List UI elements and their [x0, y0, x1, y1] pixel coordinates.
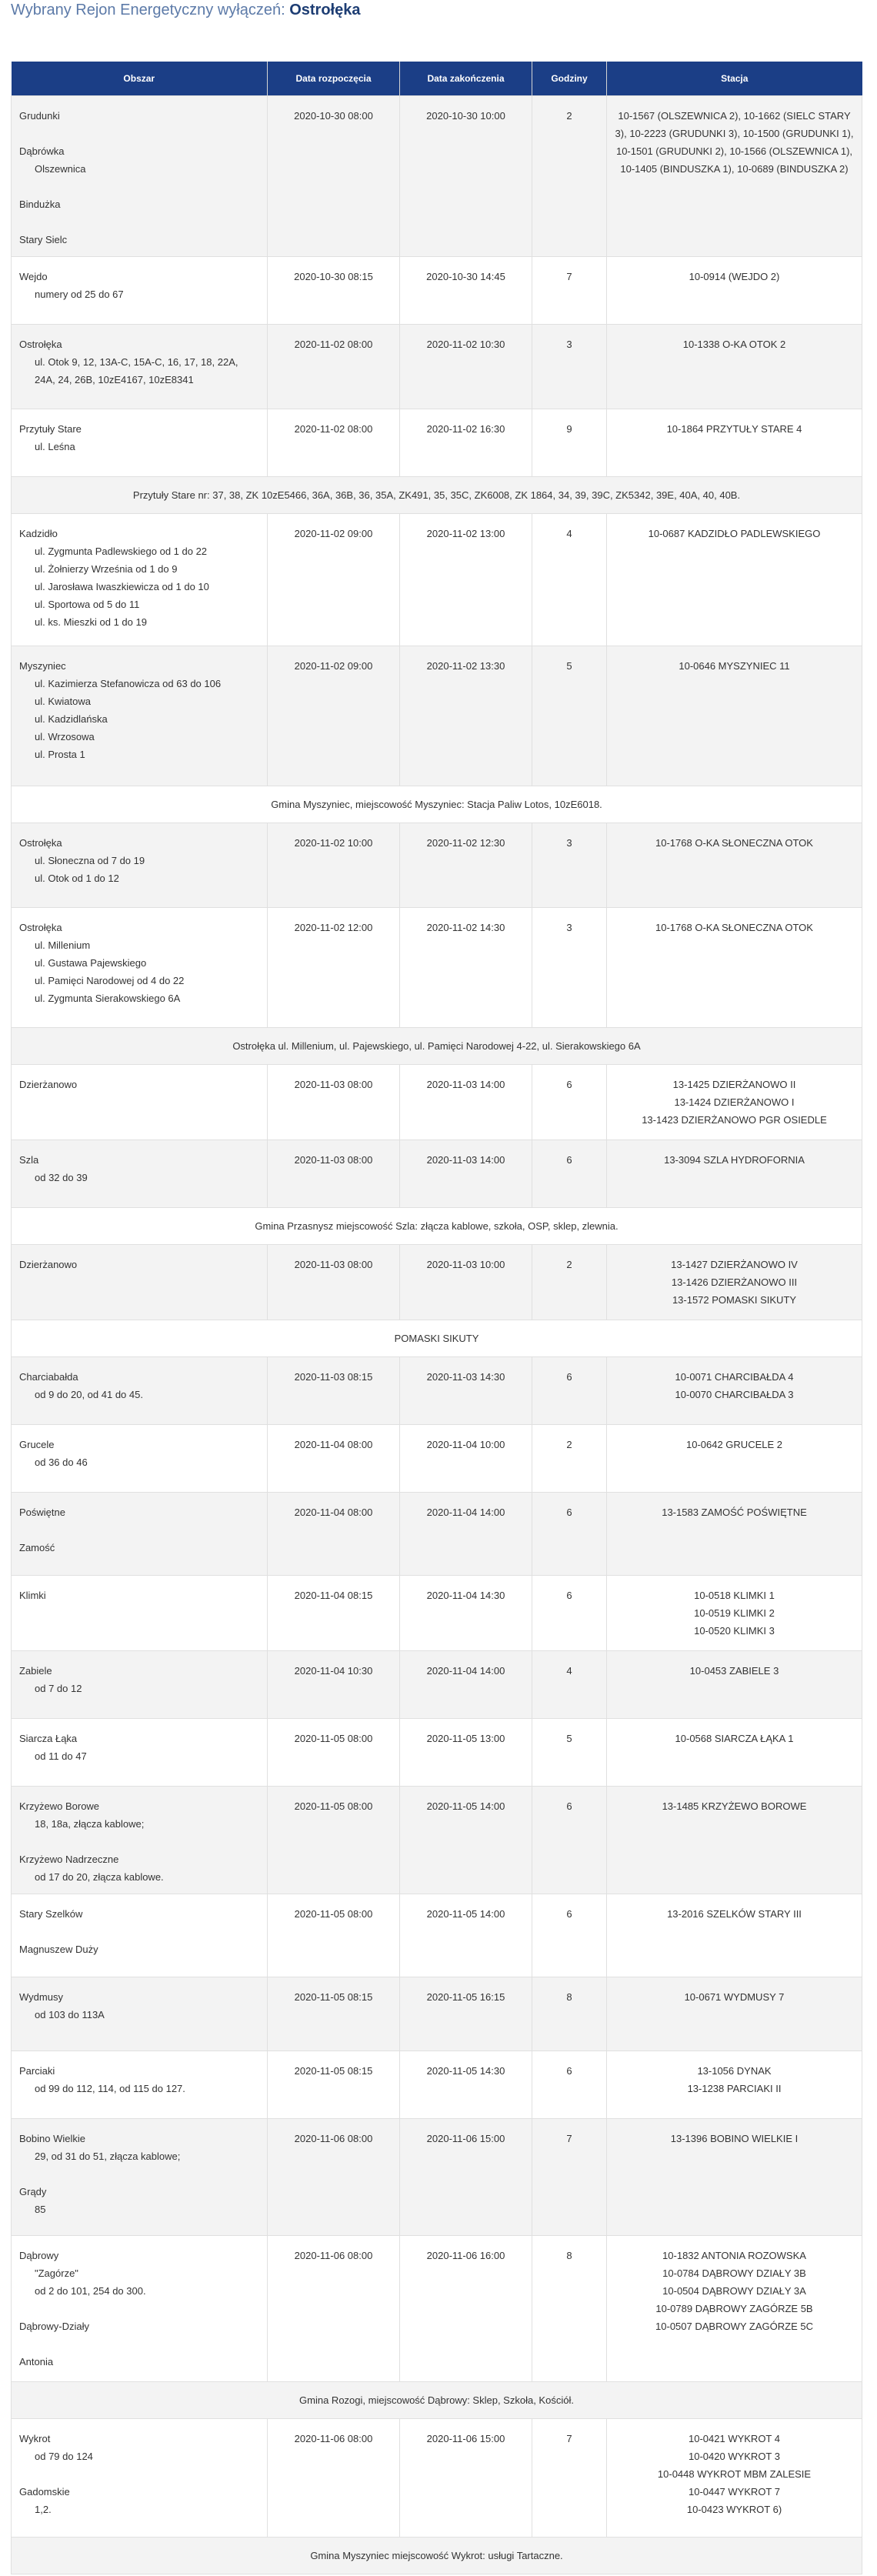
area-locality: Grudunki: [19, 109, 60, 122]
station-entry: 13-1396 BOBINO WIELKIE I: [670, 2132, 799, 2144]
table-row: [12, 256, 862, 324]
area-detail: 18, 18a, złącza kablowe;: [35, 1817, 145, 1830]
hours-cell: 7: [532, 2418, 607, 2537]
start-date-cell: 2020-10-30 08:00: [268, 95, 400, 256]
station-cell: [607, 1244, 862, 1320]
table-note-row: [12, 1207, 862, 1244]
table-row: [12, 1424, 862, 1492]
start-date-cell: 2020-11-04 08:15: [268, 1575, 400, 1650]
station-entry: 10-0507 DĄBROWY ZAGÓRZE 5C: [655, 2320, 813, 2332]
area-locality: Dzierżanowo: [19, 1078, 78, 1090]
station-entry: 10-1832 ANTONIA ROZOWSKA: [662, 2249, 806, 2261]
area-detail: 29, od 31 do 51, złącza kablowe;: [35, 2150, 181, 2162]
end-date-cell: 2020-11-02 13:30: [400, 646, 532, 786]
station-entry: 10-0423 WYKROT 6): [686, 2503, 782, 2515]
area-detail: ul. ks. Mieszki od 1 do 19: [35, 616, 147, 628]
table-row: [12, 2118, 862, 2235]
end-date-cell: 2020-10-30 14:45: [400, 256, 532, 324]
start-date-cell: 2020-11-06 08:00: [268, 2418, 400, 2537]
start-date-cell: 2020-11-04 08:00: [268, 1492, 400, 1575]
end-date-cell: 2020-11-03 14:00: [400, 1140, 532, 1207]
area-spacer: [19, 2465, 259, 2483]
table-note-row: [12, 1320, 862, 1356]
station-cell: [607, 1140, 862, 1207]
hours-cell: 6: [532, 1140, 607, 1207]
station-entry: 10-0646 MYSZYNIEC 11: [679, 659, 790, 672]
area-locality: Ostrołęka: [19, 921, 62, 933]
area-locality: Wykrot: [19, 2432, 51, 2444]
area-detail: ul. Słoneczna od 7 do 19: [35, 854, 145, 866]
hours-cell: 8: [532, 1977, 607, 2050]
station-entry: 10-0519 KLIMKI 2: [694, 1607, 775, 1619]
table-row: [12, 1140, 862, 1207]
table-row: [12, 646, 862, 786]
start-date-cell: 2020-11-04 08:00: [268, 1424, 400, 1492]
table-note-row: [12, 786, 862, 823]
table-row: [12, 409, 862, 476]
table-row: [12, 1244, 862, 1320]
area-cell: [12, 1424, 268, 1492]
station-entry: 10-0420 WYKROT 3: [689, 2450, 780, 2462]
start-date-cell: 2020-11-02 09:00: [268, 646, 400, 786]
end-date-cell: 2020-11-03 10:00: [400, 1244, 532, 1320]
table-row: [12, 1894, 862, 1977]
start-date-cell: 2020-11-05 08:15: [268, 1977, 400, 2050]
note-cell: Gmina Myszyniec miejscowość Wykrot: usługi Tartaczne.: [12, 2537, 862, 2574]
area-cell: [12, 324, 268, 409]
area-locality: Antonia: [19, 2355, 54, 2367]
station-cell: [607, 2050, 862, 2118]
area-detail: ul. Pamięci Narodowej od 4 do 22: [35, 974, 185, 986]
station-entry: 13-1238 PARCIAKI II: [687, 2082, 782, 2094]
hours-cell: 5: [532, 646, 607, 786]
hours-cell: 2: [532, 1424, 607, 1492]
outages-table: [11, 62, 862, 2574]
table-row: [12, 907, 862, 1027]
area-spacer: [19, 1833, 259, 1850]
table-row: [12, 95, 862, 256]
table-row: [12, 513, 862, 646]
hours-cell: 2: [532, 95, 607, 256]
area-detail: od 32 do 39: [35, 1171, 88, 1183]
table-row: [12, 1977, 862, 2050]
start-date-cell: 2020-11-03 08:15: [268, 1356, 400, 1424]
table-row: [12, 1064, 862, 1140]
area-spacer: [19, 178, 259, 195]
end-date-cell: 2020-11-05 13:00: [400, 1718, 532, 1786]
area-locality: Grądy: [19, 2185, 47, 2197]
station-cell: [607, 409, 862, 476]
station-cell: [607, 513, 862, 646]
station-cell: [607, 823, 862, 907]
station-entry: 10-0447 WYKROT 7: [689, 2485, 780, 2498]
area-locality: Dąbrowy: [19, 2249, 59, 2261]
area-spacer: [19, 213, 259, 231]
station-entry: 10-0448 WYKROT MBM ZALESIE: [657, 2468, 812, 2480]
hours-cell: 5: [532, 1718, 607, 1786]
area-locality: Klimki: [19, 1589, 46, 1601]
area-detail: ul. Gustawa Pajewskiego: [35, 956, 147, 969]
area-spacer: [19, 125, 259, 142]
end-date-cell: 2020-11-05 16:15: [400, 1977, 532, 2050]
hours-cell: 6: [532, 1786, 607, 1894]
station-entry: 10-0520 KLIMKI 3: [694, 1624, 775, 1637]
area-detail: ul. Zygmunta Sierakowskiego 6A: [35, 992, 181, 1004]
start-date-cell: 2020-11-02 12:00: [268, 907, 400, 1027]
area-locality: Przytuły Stare: [19, 422, 82, 435]
area-detail: od 9 do 20, od 41 do 45.: [35, 1388, 143, 1400]
station-entry: 13-2016 SZELKÓW STARY III: [667, 1907, 802, 1920]
area-cell: [12, 256, 268, 324]
header-row: [12, 62, 862, 95]
area-cell: [12, 907, 268, 1027]
station-entry: 10-0518 KLIMKI 1: [694, 1589, 775, 1601]
hours-cell: 2: [532, 1244, 607, 1320]
area-locality: Dąbrówka: [19, 145, 65, 157]
area-detail: od 99 do 112, 114, od 115 do 127.: [35, 2082, 185, 2094]
area-spacer: [19, 2165, 259, 2183]
area-locality: Parciaki: [19, 2064, 55, 2077]
table-header: [12, 62, 862, 95]
area-locality: Krzyżewo Borowe: [19, 1800, 100, 1812]
area-detail: ul. Kwiatowa: [35, 695, 91, 707]
area-locality: Stary Sielc: [19, 233, 68, 245]
area-locality: Szla: [19, 1153, 39, 1166]
table-row: [12, 823, 862, 907]
area-cell: [12, 95, 268, 256]
area-locality: Stary Szelków: [19, 1907, 83, 1920]
start-date-cell: 2020-11-06 08:00: [268, 2118, 400, 2235]
station-cell: [607, 1650, 862, 1718]
area-cell: [12, 1492, 268, 1575]
table-row: [12, 324, 862, 409]
area-detail: ul. Zygmunta Padlewskiego od 1 do 22: [35, 545, 208, 557]
end-date-cell: 2020-11-05 14:00: [400, 1786, 532, 1894]
hours-cell: 6: [532, 1575, 607, 1650]
hours-cell: 6: [532, 1492, 607, 1575]
area-cell: [12, 2418, 268, 2537]
area-detail: od 11 do 47: [35, 1750, 87, 1762]
table-row: [12, 1575, 862, 1650]
area-detail: 1,2.: [35, 2503, 52, 2515]
area-detail: ul. Sportowa od 5 do 11: [35, 598, 140, 610]
area-detail: ul. Leśna: [35, 440, 75, 452]
end-date-cell: 2020-11-06 15:00: [400, 2118, 532, 2235]
station-entry: 10-0568 SIARCZA ŁĄKA 1: [675, 1732, 794, 1744]
station-entry: 10-1768 O-KA SŁONECZNA OTOK: [655, 836, 813, 849]
station-entry: 10-0914 (WEJDO 2): [689, 270, 780, 282]
area-detail: "Zagórze": [35, 2267, 78, 2279]
area-detail: ul. Kazimierza Stefanowicza od 63 do 106: [35, 677, 222, 689]
table-row: [12, 2050, 862, 2118]
table-row: [12, 1492, 862, 1575]
station-cell: [607, 2118, 862, 2235]
table-note-row: [12, 2537, 862, 2574]
area-detail: od 36 do 46: [35, 1456, 88, 1468]
area-locality: Wydmusy: [19, 1990, 63, 2003]
station-entry: 10-0671 WYDMUSY 7: [684, 1990, 785, 2003]
area-detail: od 17 do 20, złącza kablowe.: [35, 1870, 164, 1883]
column-header-end-date[interactable]: Data zakończenia: [400, 62, 532, 95]
station-entry: 13-1485 KRZYŻEWO BOROWE: [662, 1800, 807, 1812]
area-locality: Poświętne: [19, 1506, 65, 1518]
table-note-row: [12, 476, 862, 513]
start-date-cell: 2020-11-03 08:00: [268, 1244, 400, 1320]
station-cell: [607, 1492, 862, 1575]
column-header-area[interactable]: Obszar: [12, 62, 268, 95]
end-date-cell: 2020-11-02 13:00: [400, 513, 532, 646]
end-date-cell: 2020-10-30 10:00: [400, 95, 532, 256]
note-cell: Gmina Przasnysz miejscowość Szla: złącza kablowe, szkoła, OSP, sklep, zlewnia.: [12, 1207, 862, 1244]
table-row: [12, 1650, 862, 1718]
station-entry: 10-0784 DĄBROWY DZIAŁY 3B: [662, 2267, 806, 2279]
end-date-cell: 2020-11-06 16:00: [400, 2235, 532, 2381]
area-cell: [12, 409, 268, 476]
hours-cell: 3: [532, 823, 607, 907]
area-locality: Dąbrowy-Działy: [19, 2320, 90, 2332]
area-cell: [12, 2118, 268, 2235]
end-date-cell: 2020-11-02 10:30: [400, 324, 532, 409]
area-detail: od 103 do 113A: [35, 2008, 105, 2020]
end-date-cell: 2020-11-02 14:30: [400, 907, 532, 1027]
start-date-cell: 2020-11-04 10:30: [268, 1650, 400, 1718]
station-cell: [607, 1575, 862, 1650]
station-cell: [607, 1718, 862, 1786]
table-row: [12, 1356, 862, 1424]
end-date-cell: 2020-11-03 14:30: [400, 1356, 532, 1424]
station-entry: 10-0071 CHARCIBAŁDA 4: [675, 1370, 794, 1383]
station-cell: [607, 256, 862, 324]
area-cell: [12, 1575, 268, 1650]
station-entry: 10-0453 ZABIELE 3: [689, 1664, 779, 1677]
station-entry: 13-1427 DZIERŻANOWO IV: [671, 1258, 798, 1270]
start-date-cell: 2020-10-30 08:15: [268, 256, 400, 324]
start-date-cell: 2020-11-02 08:00: [268, 409, 400, 476]
hours-cell: 7: [532, 2118, 607, 2235]
station-entry: 10-0504 DĄBROWY DZIAŁY 3A: [662, 2284, 806, 2297]
hours-cell: 9: [532, 409, 607, 476]
hours-cell: 6: [532, 1064, 607, 1140]
station-entry: 10-0421 WYKROT 4: [689, 2432, 780, 2444]
area-cell: [12, 1650, 268, 1718]
station-entry: 13-1423 DZIERŻANOWO PGR OSIEDLE: [642, 1113, 827, 1126]
station-entry: 10-0789 DĄBROWY ZAGÓRZE 5B: [655, 2302, 813, 2314]
start-date-cell: 2020-11-03 08:00: [268, 1140, 400, 1207]
area-locality: Zabiele: [19, 1664, 52, 1677]
hours-cell: 7: [532, 256, 607, 324]
end-date-cell: 2020-11-02 12:30: [400, 823, 532, 907]
hours-cell: 8: [532, 2235, 607, 2381]
hours-cell: 6: [532, 1356, 607, 1424]
note-cell: Gmina Rozogi, miejscowość Dąbrowy: Sklep, Szkoła, Kościół.: [12, 2381, 862, 2418]
area-cell: [12, 2050, 268, 2118]
station-cell: [607, 2418, 862, 2537]
area-locality: Magnuszew Duży: [19, 1943, 98, 1955]
station-entry: 13-1424 DZIERŻANOWO I: [674, 1096, 795, 1108]
area-cell: [12, 2235, 268, 2381]
station-cell: [607, 1356, 862, 1424]
area-cell: [12, 1244, 268, 1320]
station-entry: 10-1338 O-KA OTOK 2: [682, 338, 786, 350]
start-date-cell: 2020-11-03 08:00: [268, 1064, 400, 1140]
station-cell: [607, 1977, 862, 2050]
end-date-cell: 2020-11-05 14:30: [400, 2050, 532, 2118]
area-cell: [12, 1140, 268, 1207]
table-row: [12, 1718, 862, 1786]
area-detail: ul. Żołnierzy Września od 1 do 9: [35, 562, 178, 575]
column-header-hours[interactable]: Godziny: [532, 62, 607, 95]
area-detail: ul. Prosta 1: [35, 748, 85, 760]
area-locality: Ostrołęka: [19, 836, 62, 849]
table-row: [12, 2418, 862, 2537]
station-entry: 13-1425 DZIERŻANOWO II: [672, 1078, 796, 1090]
area-locality: Ostrołęka: [19, 338, 62, 350]
area-detail: ul. Wrzosowa: [35, 730, 95, 742]
end-date-cell: 2020-11-04 14:00: [400, 1492, 532, 1575]
start-date-cell: 2020-11-02 09:00: [268, 513, 400, 646]
station-entry: 10-1768 O-KA SŁONECZNA OTOK: [655, 921, 813, 933]
area-locality: Dzierżanowo: [19, 1258, 78, 1270]
station-cell: [607, 907, 862, 1027]
page-title-prefix: Wybrany Rejon Energetyczny wyłączeń:: [11, 2, 285, 18]
area-cell: [12, 1894, 268, 1977]
area-detail: ul. Otok od 1 do 12: [35, 872, 119, 884]
table-row: [12, 2235, 862, 2381]
start-date-cell: 2020-11-05 08:15: [268, 2050, 400, 2118]
hours-cell: 6: [532, 2050, 607, 2118]
area-cell: [12, 1356, 268, 1424]
area-detail: Olszewnica: [35, 162, 86, 175]
area-detail: ul. Jarosława Iwaszkiewicza od 1 do 10: [35, 580, 209, 592]
area-locality: Gadomskie: [19, 2485, 70, 2498]
area-locality: Myszyniec: [19, 659, 66, 672]
hours-cell: 4: [532, 1650, 607, 1718]
start-date-cell: 2020-11-05 08:00: [268, 1718, 400, 1786]
station-cell: [607, 2235, 862, 2381]
station-entry: 13-1426 DZIERŻANOWO III: [671, 1276, 798, 1288]
table-note-row: [12, 2381, 862, 2418]
area-cell: [12, 823, 268, 907]
area-cell: [12, 1786, 268, 1894]
area-spacer: [19, 1923, 259, 1940]
station-entry: 13-1572 POMASKI SIKUTY: [672, 1293, 797, 1306]
area-detail: 85: [35, 2203, 46, 2215]
area-detail: od 79 do 124: [35, 2450, 93, 2462]
start-date-cell: 2020-11-02 08:00: [268, 324, 400, 409]
end-date-cell: 2020-11-06 15:00: [400, 2418, 532, 2537]
station-cell: [607, 1064, 862, 1140]
station-cell: [607, 646, 862, 786]
station-entry: 10-1864 PRZYTUŁY STARE 4: [666, 422, 802, 435]
station-entry: 10-0070 CHARCIBAŁDA 3: [675, 1388, 794, 1400]
station-cell: [607, 1786, 862, 1894]
end-date-cell: 2020-11-04 10:00: [400, 1424, 532, 1492]
area-locality: Zamość: [19, 1541, 55, 1553]
note-cell: Przytuły Stare nr: 37, 38, ZK 10zE5466, 36A, 36B, 36, 35A, ZK491, 35, 35C, ZK6008, ZK 1864, 34, 39, 39C, ZK5342, 39E, 40A, 40, 40B.: [12, 476, 862, 513]
start-date-cell: 2020-11-02 10:00: [268, 823, 400, 907]
station-cell: [607, 1894, 862, 1977]
start-date-cell: 2020-11-05 08:00: [268, 1786, 400, 1894]
end-date-cell: 2020-11-03 14:00: [400, 1064, 532, 1140]
area-detail: od 7 do 12: [35, 1682, 82, 1694]
area-detail: numery od 25 do 67: [35, 288, 124, 300]
page-title: [11, 0, 866, 31]
end-date-cell: 2020-11-05 14:00: [400, 1894, 532, 1977]
area-locality: Krzyżewo Nadrzeczne: [19, 1853, 119, 1865]
area-locality: Kadzidło: [19, 527, 58, 539]
region-name: Ostrołęka: [289, 2, 361, 18]
area-locality: Charciabałda: [19, 1370, 78, 1383]
area-detail: ul. Otok 9, 12, 13A-C, 15A-C, 16, 17, 18, 22A, 24A, 24, 26B, 10zE4167, 10zE8341: [35, 355, 238, 385]
station-entry: 10-1567 (OLSZEWNICA 2), 10-1662 (SIELC STARY 3), 10-2223 (GRUDUNKI 3), 10-1500 (GRUDUNKI 1), 10-1501 (GRUDUNKI 2), 10-1566 (OLSZEWNICA 1), 10-1405 (BINDUSZKA 1), 10-0689 (BINDUSZKA 2): [615, 109, 854, 175]
area-spacer: [19, 2335, 259, 2353]
area-cell: [12, 1977, 268, 2050]
table-row: [12, 1786, 862, 1894]
column-header-start-date[interactable]: Data rozpoczęcia: [268, 62, 400, 95]
hours-cell: 3: [532, 324, 607, 409]
station-entry: 10-0687 KADZIDŁO PADLEWSKIEGO: [648, 527, 821, 539]
hours-cell: 3: [532, 907, 607, 1027]
area-detail: od 2 do 101, 254 do 300.: [35, 2284, 146, 2297]
station-entry: 13-1583 ZAMOŚĆ POŚWIĘTNE: [662, 1506, 807, 1518]
start-date-cell: 2020-11-06 08:00: [268, 2235, 400, 2381]
station-entry: 13-3094 SZLA HYDROFORNIA: [664, 1153, 805, 1166]
station-entry: 13-1056 DYNAK: [697, 2064, 772, 2077]
station-cell: [607, 324, 862, 409]
end-date-cell: 2020-11-04 14:00: [400, 1650, 532, 1718]
end-date-cell: 2020-11-02 16:30: [400, 409, 532, 476]
end-date-cell: 2020-11-04 14:30: [400, 1575, 532, 1650]
area-cell: [12, 646, 268, 786]
table-body: [12, 95, 862, 2574]
area-locality: Grucele: [19, 1438, 55, 1450]
area-detail: ul. Kadzidlańska: [35, 712, 108, 725]
area-locality: Wejdo: [19, 270, 48, 282]
hours-cell: 4: [532, 513, 607, 646]
table-note-row: [12, 1027, 862, 1064]
station-cell: [607, 95, 862, 256]
area-cell: [12, 513, 268, 646]
start-date-cell: 2020-11-05 08:00: [268, 1894, 400, 1977]
area-locality: Bindużka: [19, 198, 61, 210]
station-cell: [607, 1424, 862, 1492]
area-cell: [12, 1064, 268, 1140]
note-cell: POMASKI SIKUTY: [12, 1320, 862, 1356]
area-cell: [12, 1718, 268, 1786]
column-header-station[interactable]: Stacja: [607, 62, 862, 95]
station-entry: 10-0642 GRUCELE 2: [685, 1438, 782, 1450]
note-cell: Gmina Myszyniec, miejscowość Myszyniec: Stacja Paliw Lotos, 10zE6018.: [12, 786, 862, 823]
area-locality: Bobino Wielkie: [19, 2132, 85, 2144]
area-locality: Siarcza Łąka: [19, 1732, 78, 1744]
hours-cell: 6: [532, 1894, 607, 1977]
area-spacer: [19, 1521, 259, 1539]
area-spacer: [19, 2300, 259, 2317]
note-cell: Ostrołęka ul. Millenium, ul. Pajewskiego, ul. Pamięci Narodowej 4-22, ul. Sierakowskiego 6A: [12, 1027, 862, 1064]
area-detail: ul. Millenium: [35, 939, 91, 951]
